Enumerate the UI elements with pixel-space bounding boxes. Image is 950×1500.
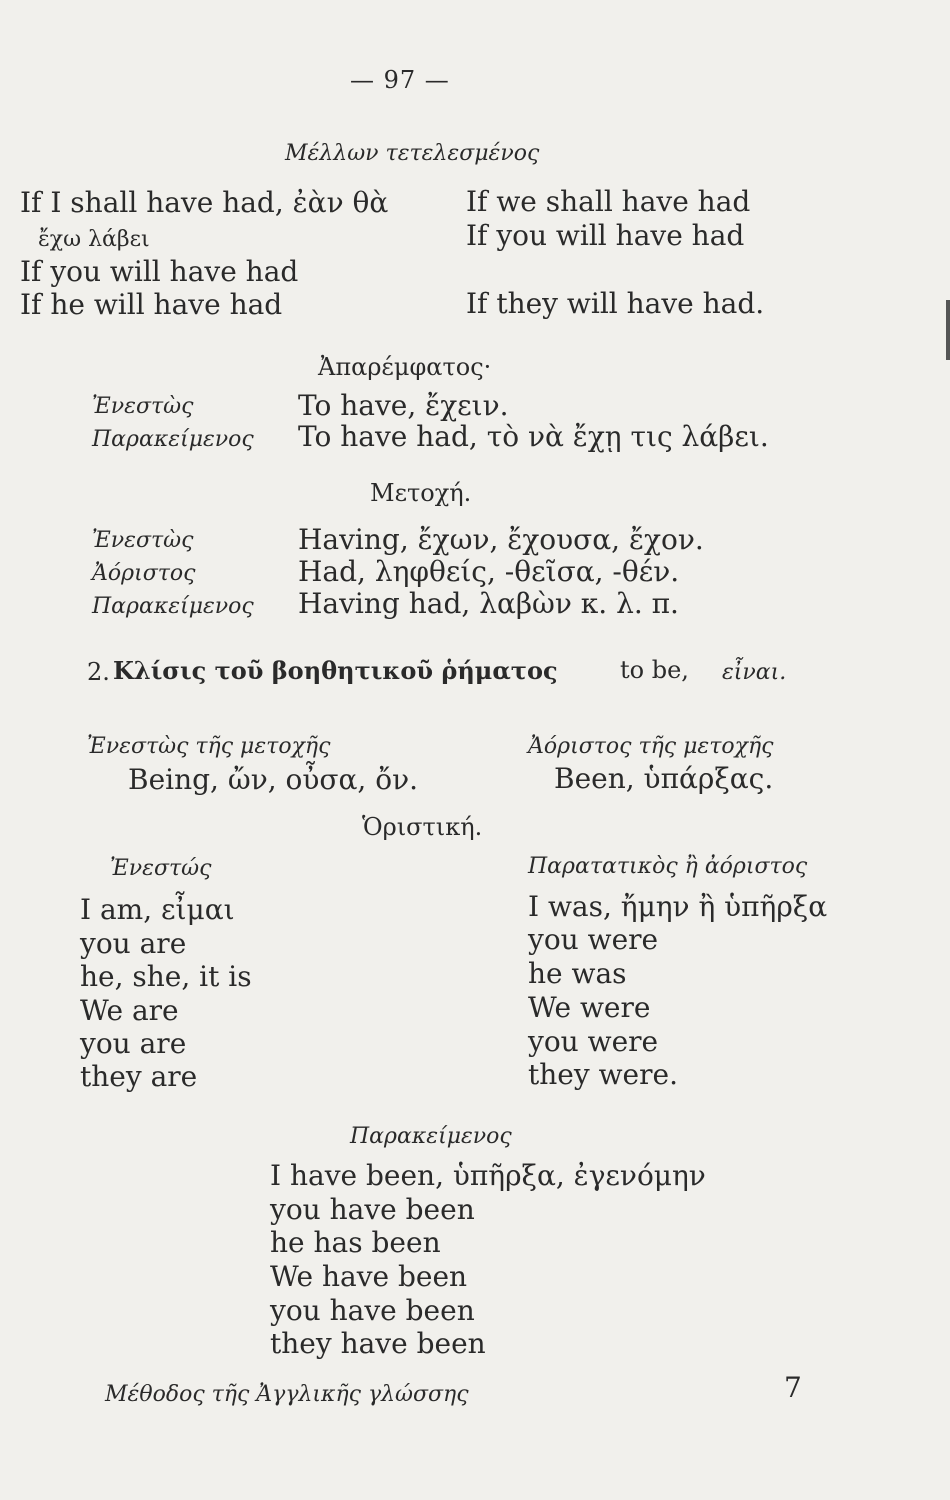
future-perfect-line: If they will have had.: [466, 287, 765, 320]
infinitive-label: Ἐνεστὼς: [92, 394, 194, 419]
conjugation-line: you were: [528, 923, 659, 956]
section-title: Κλίσις τοῦ βοηθητικοῦ ῥήματος: [113, 656, 558, 685]
infinitive-label: Παρακείμενος: [92, 427, 254, 452]
future-perfect-line: If he will have had: [20, 288, 283, 321]
infinitive-text: To have had, τὸ νὰ ἔχῃ τις λάβει.: [298, 420, 769, 453]
aorist-participle-text: Been, ὑπάρξας.: [554, 762, 774, 795]
conjugation-line: I was, ἤμην ἢ ὑπῆρξα: [528, 890, 828, 923]
future-perfect-line: ἔχω λάβει: [38, 227, 150, 252]
present-participle-label: Ἐνεστὼς τῆς μετοχῆς: [87, 734, 331, 759]
future-perfect-line: If you will have had: [466, 219, 745, 252]
footer-title: Μέθοδος τῆς Ἀγγλικῆς γλώσσης: [105, 1382, 469, 1407]
future-perfect-line: If I shall have had, ἐὰν θὰ: [20, 186, 389, 219]
participle-label: Ἐνεστὼς: [92, 528, 194, 553]
participle-text: Having had, λαβὼν κ. λ. π.: [298, 587, 679, 620]
future-perfect-heading: Μέλλων τετελεσμένος: [285, 141, 540, 166]
section-english: to be,: [620, 656, 689, 684]
conjugation-line: you have been: [270, 1294, 475, 1327]
indicative-heading: Ὁριστική.: [362, 813, 483, 841]
section-greek: εἶναι.: [722, 660, 787, 685]
participle-heading: Μετοχή.: [370, 479, 472, 507]
conjugation-line: he was: [528, 957, 627, 990]
conjugation-line: he, she, it is: [80, 960, 252, 993]
infinitive-heading: Ἀπαρέμφατος·: [318, 353, 492, 381]
future-perfect-line: If you will have had: [20, 255, 299, 288]
participle-text: Having, ἔχων, ἔχουσα, ἔχον.: [298, 523, 704, 556]
conjugation-line: you are: [80, 1027, 187, 1060]
future-perfect-line: If we shall have had: [466, 185, 751, 218]
conjugation-line: you were: [528, 1025, 659, 1058]
conjugation-line: they have been: [270, 1327, 486, 1360]
section-number: 2.: [87, 658, 110, 686]
participle-label: Παρακείμενος: [92, 594, 254, 619]
perfect-label: Παρακείμενος: [350, 1124, 512, 1149]
past-tense-label: Παρατατικὸς ἢ ἀόριστος: [528, 854, 808, 879]
present-tense-label: Ἐνεστώς: [110, 856, 212, 881]
conjugation-line: they were.: [528, 1058, 678, 1091]
conjugation-line: We are: [80, 994, 179, 1027]
conjugation-line: he has been: [270, 1226, 441, 1259]
aorist-participle-label: Ἀόριστος τῆς μετοχῆς: [528, 734, 774, 759]
present-participle-text: Being, ὤν, οὖσα, ὄν.: [128, 763, 418, 796]
conjugation-line: We were: [528, 991, 651, 1024]
page-number-header: — 97 —: [350, 66, 450, 94]
infinitive-text: To have, ἔχειν.: [298, 389, 509, 422]
conjugation-line: you are: [80, 927, 187, 960]
conjugation-line: they are: [80, 1060, 198, 1093]
conjugation-line: I have been, ὑπῆρξα, ἐγενόμην: [270, 1159, 706, 1192]
signature-mark: 7: [784, 1371, 802, 1404]
conjugation-line: We have been: [270, 1260, 468, 1293]
participle-label: Ἀόριστος: [92, 561, 196, 586]
conjugation-line: you have been: [270, 1193, 475, 1226]
participle-text: Had, ληφθείς, -θεῖσα, -θέν.: [298, 555, 680, 588]
conjugation-line: I am, εἶμαι: [80, 893, 235, 926]
page-edge-mark: [946, 300, 950, 360]
